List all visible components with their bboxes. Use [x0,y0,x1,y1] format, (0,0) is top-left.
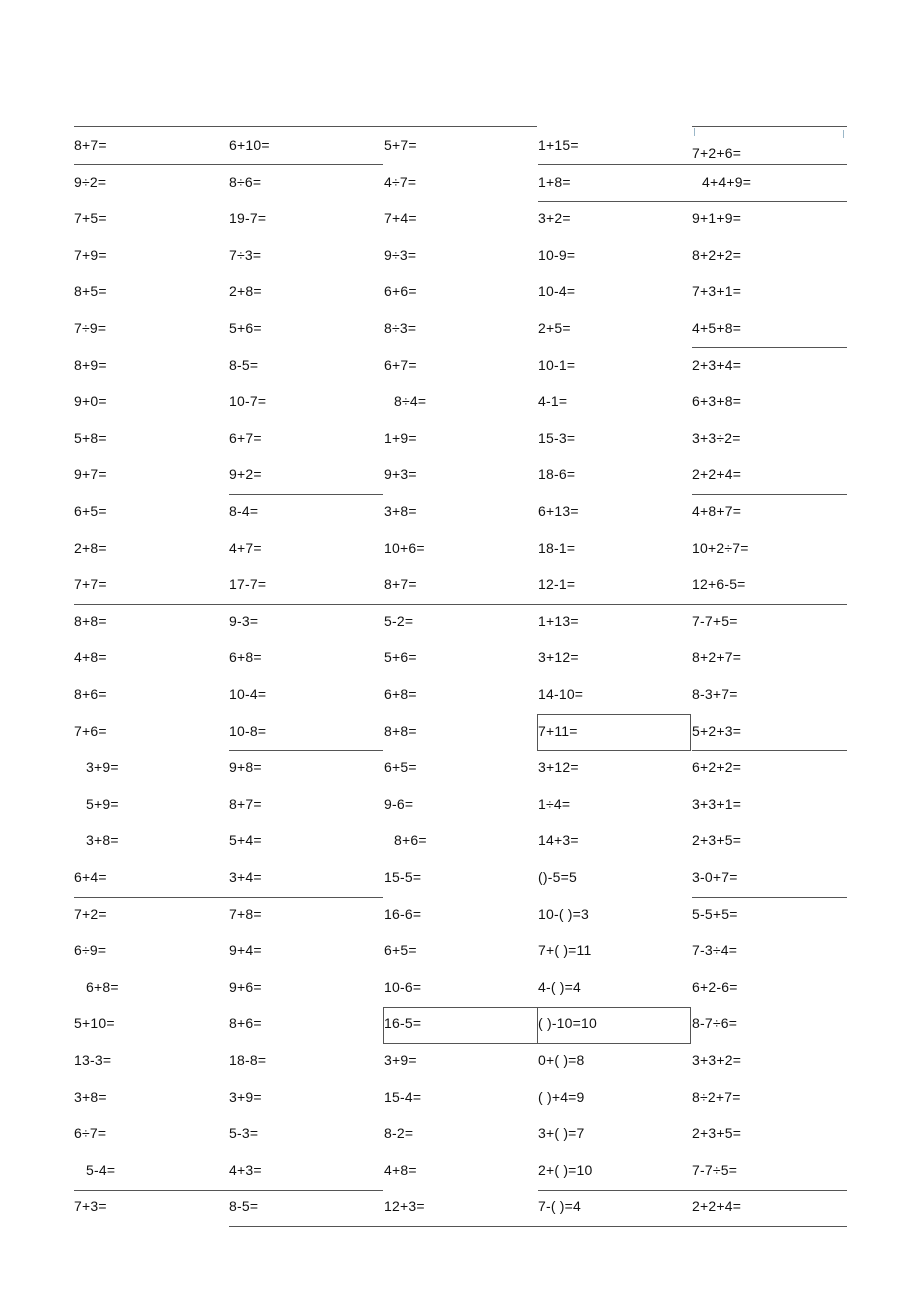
rule-line [538,164,847,165]
problem-c5-r19: 3+3+1= [692,795,742,812]
problem-c2-r16: 10-4= [229,686,267,702]
problem-c3-r21: 15-5= [384,869,422,885]
rule-line [229,1226,847,1227]
problem-c1-r5: 8+5= [74,283,107,300]
problem-c5-r28: 2+3+5= [692,1125,742,1142]
problem-c4-r18: 3+12= [538,759,579,776]
problem-c5-r16: 8-3+7= [692,686,738,702]
problem-c1-r10: 9+7= [74,466,107,483]
rule-line [692,750,847,751]
problem-c2-r17: 10-8= [229,722,267,739]
problem-c1-r23: 6÷9= [74,942,107,959]
problem-c3-r5: 6+6= [384,283,417,300]
rule-line [692,494,847,495]
problem-c5-r23: 7-3÷4= [692,942,738,959]
problem-c3-r3: 7+4= [384,210,417,227]
problem-c3-r29: 4+8= [384,1161,417,1178]
problem-c5-r5: 7+3+1= [692,283,742,300]
problem-c4-r26: 0+( )=8 [538,1052,585,1068]
problem-c3-r2: 4÷7= [384,173,417,190]
problem-c3-r20: 8+6= [394,832,427,849]
problem-c4-r14: 1+13= [538,612,579,629]
problem-c3-r4: 9÷3= [384,246,417,263]
problem-c1-r6: 7÷9= [74,320,107,336]
problem-c5-r11: 4+8+7= [692,503,742,519]
problem-c4-r7: 10-1= [538,356,576,373]
problem-c2-r28: 5-3= [229,1125,259,1142]
problem-c1-r20: 3+8= [86,832,119,849]
problem-c1-r21: 6+4= [74,869,107,885]
problem-c1-r4: 7+9= [74,246,107,263]
problem-c4-r29: 2+( )=10 [538,1161,593,1178]
problem-c5-r21: 3-0+7= [692,869,738,885]
problem-c4-r23: 7+( )=11 [538,942,592,959]
problem-c4-r15: 3+12= [538,649,579,666]
problem-c5-r9: 3+3÷2= [692,429,741,446]
problem-c5-r25: 8-7÷6= [692,1015,738,1032]
problem-c4-r4: 10-9= [538,246,576,263]
problem-c5-r17: 5+2+3= [692,722,742,739]
rule-line [74,164,383,165]
problem-c1-r26: 13-3= [74,1052,112,1068]
problem-c1-r18: 3+9= [86,759,119,776]
problem-c5-r7: 2+3+4= [692,356,742,373]
problem-c5-r29: 7-7÷5= [692,1161,738,1178]
problem-c5-r4: 8+2+2= [692,246,742,263]
rule-line [538,1190,847,1191]
rule-line [74,897,383,898]
problem-c3-r17: 8+8= [384,722,417,739]
problem-c3-r15: 5+6= [384,649,417,666]
rule-line [229,750,383,751]
problem-c3-r8: 8÷4= [394,393,427,410]
problem-c1-r25: 5+10= [74,1015,115,1032]
problem-c3-r7: 6+7= [384,356,417,373]
problem-c1-r8: 9+0= [74,393,107,410]
problem-c2-r25: 8+6= [229,1015,262,1032]
problem-c2-r21: 3+4= [229,869,262,885]
problem-c4-r22: 10-( )=3 [538,905,590,922]
problem-c3-r28: 8-2= [384,1125,414,1142]
problem-c4-r12: 18-1= [538,539,576,556]
rule-line [538,201,847,202]
tick-mark [843,130,844,138]
problem-c1-r27: 3+8= [74,1088,107,1105]
problem-c5-r14: 7-7+5= [692,612,738,629]
problem-c5-r22: 5-5+5= [692,905,738,922]
problem-c2-r24: 9+6= [229,978,262,995]
problem-c3-r19: 9-6= [384,795,414,812]
problem-c5-r3: 9+1+9= [692,210,742,227]
problem-c4-r6: 2+5= [538,320,571,336]
problem-c4-r1: 1+15= [538,137,579,153]
problem-c1-r28: 6÷7= [74,1125,107,1142]
problem-c3-r27: 15-4= [384,1088,422,1105]
problem-c3-r14: 5-2= [384,612,414,629]
problem-c1-r16: 8+6= [74,686,107,702]
problem-c5-r24: 6+2-6= [692,978,738,995]
problem-c1-r24: 6+8= [86,978,119,995]
problem-c3-r18: 6+5= [384,759,417,776]
problem-c4-r16: 14-10= [538,686,584,702]
problem-c2-r30: 8-5= [229,1198,259,1215]
problem-c3-r11: 3+8= [384,503,417,519]
problem-c1-r22: 7+2= [74,905,107,922]
problem-c2-r2: 8÷6= [229,173,262,190]
problem-c3-r13: 8+7= [384,576,417,593]
problem-c2-r23: 9+4= [229,942,262,959]
problem-c4-r3: 3+2= [538,210,571,227]
problem-c5-r15: 8+2+7= [692,649,742,666]
problem-c2-r4: 7÷3= [229,246,262,263]
rule-line [692,126,847,127]
problem-c5-r1: 7+2+6= [692,145,742,161]
problem-c4-r20: 14+3= [538,832,579,849]
problem-c3-r22: 16-6= [384,905,422,922]
problem-c5-r6: 4+5+8= [692,320,742,336]
problem-c1-r17: 7+6= [74,722,107,739]
problem-c1-r3: 7+5= [74,210,107,227]
problem-c4-r19: 1÷4= [538,795,571,812]
problem-c4-r11: 6+13= [538,503,579,519]
problem-c3-r30: 12+3= [384,1198,425,1215]
problem-c1-r29: 5-4= [86,1161,116,1178]
problem-c5-r2: 4+4+9= [702,173,752,190]
problem-c1-r12: 2+8= [74,539,107,556]
problem-c4-r9: 15-3= [538,429,576,446]
problem-c1-r30: 7+3= [74,1198,107,1215]
problem-c2-r13: 17-7= [229,576,267,593]
problem-c1-r9: 5+8= [74,429,107,446]
problem-c2-r11: 8-4= [229,503,259,519]
problem-c4-r8: 4-1= [538,393,568,410]
problem-c5-r27: 8÷2+7= [692,1088,741,1105]
problem-c1-r11: 6+5= [74,503,107,519]
problem-c4-r17: 7+11= [538,722,578,739]
problem-c3-r16: 6+8= [384,686,417,702]
problem-c2-r29: 4+3= [229,1161,262,1178]
problem-c2-r19: 8+7= [229,795,262,812]
problem-c5-r26: 3+3+2= [692,1052,742,1068]
rule-line [692,897,847,898]
problem-c5-r30: 2+2+4= [692,1198,742,1215]
problem-c1-r7: 8+9= [74,356,107,373]
problem-c5-r10: 2+2+4= [692,466,742,483]
problem-c3-r26: 3+9= [384,1052,417,1068]
problem-c2-r7: 8-5= [229,356,259,373]
problem-c5-r13: 12+6-5= [692,576,746,593]
problem-c1-r13: 7+7= [74,576,107,593]
problem-c2-r22: 7+8= [229,905,262,922]
problem-c1-r14: 8+8= [74,612,107,629]
problem-c4-r13: 12-1= [538,576,576,593]
problem-c2-r14: 9-3= [229,612,259,629]
rule-line [692,347,847,348]
problem-c1-r19: 5+9= [86,795,119,812]
rule-line [74,1190,383,1191]
problem-c2-r20: 5+4= [229,832,262,849]
problem-c4-r10: 18-6= [538,466,576,483]
problem-c1-r15: 4+8= [74,649,107,666]
problem-c2-r6: 5+6= [229,320,262,336]
problem-c3-r23: 6+5= [384,942,417,959]
rule-line [74,604,847,605]
problem-c2-r9: 6+7= [229,429,262,446]
problem-c4-r21: ()-5=5 [538,869,577,885]
problem-c1-r1: 8+7= [74,137,107,153]
problem-c5-r12: 10+2÷7= [692,539,749,556]
problem-c2-r8: 10-7= [229,393,267,410]
rule-line [229,494,383,495]
problem-c3-r24: 10-6= [384,978,422,995]
problem-c3-r12: 10+6= [384,539,425,556]
problem-c4-r24: 4-( )=4 [538,978,582,995]
problem-c4-r5: 10-4= [538,283,576,300]
problem-c2-r1: 6+10= [229,137,270,153]
problem-c4-r2: 1+8= [538,173,571,190]
problem-c2-r12: 4+7= [229,539,262,556]
problem-c4-r27: ( )+4=9 [538,1088,585,1105]
problem-c2-r27: 3+9= [229,1088,262,1105]
tick-mark [694,128,695,136]
problem-c4-r30: 7-( )=4 [538,1198,582,1215]
problem-c2-r15: 6+8= [229,649,262,666]
problem-c3-r9: 1+9= [384,429,417,446]
problem-c5-r18: 6+2+2= [692,759,742,776]
problem-c3-r1: 5+7= [384,137,417,153]
problem-c5-r20: 2+3+5= [692,832,742,849]
rule-line [74,126,537,127]
problem-c5-r8: 6+3+8= [692,393,742,410]
problem-c2-r26: 18-8= [229,1052,267,1068]
problem-c3-r6: 8÷3= [384,320,417,336]
problem-c3-r25: 16-5= [384,1015,422,1032]
problem-c4-r25: ( )-10=10 [538,1015,597,1032]
problem-c2-r3: 19-7= [229,210,267,227]
problem-c1-r2: 9÷2= [74,173,107,190]
problem-c4-r28: 3+( )=7 [538,1125,585,1142]
problem-c3-r10: 9+3= [384,466,417,483]
cell-box [537,714,691,751]
cell-box [383,1007,538,1044]
problem-c2-r18: 9+8= [229,759,262,776]
problem-c2-r10: 9+2= [229,466,262,483]
cell-box [537,1007,691,1044]
problem-c2-r5: 2+8= [229,283,262,300]
